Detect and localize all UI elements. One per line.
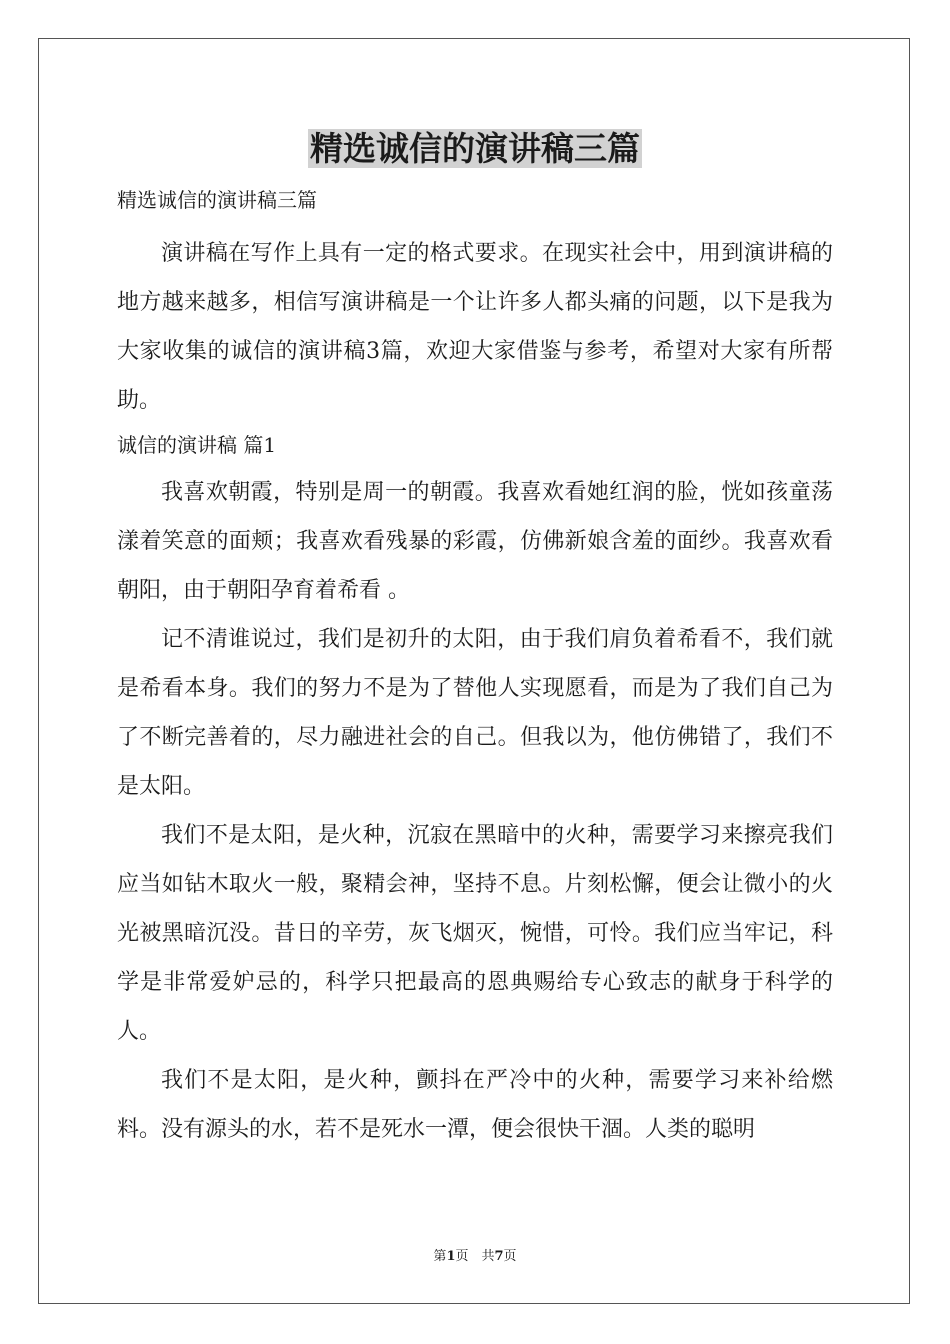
total-pages-number: 7 [494, 1249, 504, 1264]
intro-paragraph: 演讲稿在写作上具有一定的格式要求。在现实社会中，用到演讲稿的地方越来越多，相信写演讲稿是一个让许多人都头痛的问题，以下是我为大家收集的诚信的演讲稿3篇，欢迎大家借鉴与参考，希望对大家有所帮助。 [117, 241, 833, 413]
page-mid: 页 共 [455, 1249, 495, 1264]
body-paragraph: 我喜欢朝霞，特别是周一的朝霞。我喜欢看她红润的脸，恍如孩童荡漾着笑意的面颊；我喜欢看残暴的彩霞，仿佛新娘含羞的面纱。我喜欢看朝阳，由于朝阳孕育着希看 。 [117, 480, 833, 603]
document-subtitle: 精选诚信的演讲稿三篇 [117, 188, 317, 212]
body-paragraph: 我们不是太阳，是火种，颤抖在严冷中的火种，需要学习来补给燃料。没有源头的水，若不是死水一潭，便会很快干涸。人类的聪明 [117, 1068, 833, 1142]
section-heading: 诚信的演讲稿 篇1 [117, 433, 277, 457]
body-paragraph: 我们不是太阳，是火种，沉寂在黑暗中的火种，需要学习来擦亮我们应当如钻木取火一般，聚精会神，坚持不息。片刻松懈，便会让微小的火光被黑暗沉没。昔日的辛劳，灰飞烟灭，惋惜，可怜。我们应当牢记，科学是非常爱妒忌的，科学只把最高的恩典赐给专心致志的献身于科学的人。 [117, 823, 833, 1044]
body-paragraph: 记不清谁说过，我们是初升的太阳，由于我们肩负着希看不，我们就是希看本身。我们的努力不是为了替他人实现愿看，而是为了我们自己为了不断完善着的，尽力融进社会的自己。但我以为，他仿佛错了，我们不是太阳。 [117, 627, 833, 799]
current-page-number: 1 [446, 1249, 456, 1264]
page-footer [0, 1248, 950, 1266]
document-body [117, 182, 833, 1154]
document-title-text: 精选诚信的演讲稿三篇 [310, 129, 640, 168]
page-prefix: 第 [433, 1249, 447, 1264]
page-suffix: 页 [503, 1249, 517, 1264]
document-title [0, 126, 950, 172]
